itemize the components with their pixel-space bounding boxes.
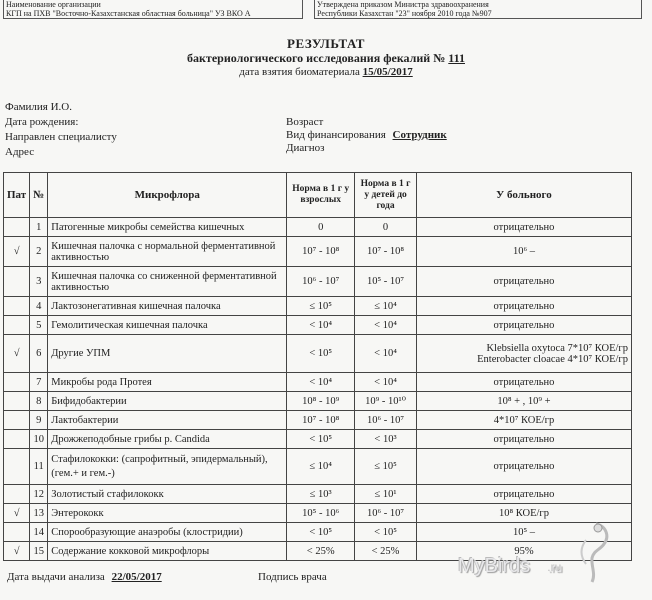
pat-check-cell [4, 297, 30, 316]
microflora-name-cell-text: Энтерококк [51, 507, 104, 519]
patient-result-cell [416, 392, 631, 411]
child-norm-cell-text: ≤ 10¹ [374, 488, 397, 500]
microflora-name-cell [48, 335, 287, 373]
adult-norm-cell-text: ≤ 10⁵ [309, 300, 332, 312]
row-number-cell [30, 237, 48, 267]
col-header-flora: Микрофлора [48, 173, 287, 218]
child-norm-cell [355, 430, 417, 449]
name-label: Фамилия И.О. [5, 101, 72, 113]
child-norm-cell-text: ≤ 10⁵ [374, 461, 397, 472]
table-row [4, 237, 632, 267]
dob-label: Дата рождения: [5, 116, 79, 128]
analysis-number: 111 [448, 51, 465, 65]
funding-line [286, 129, 447, 141]
row-number-cell-text: 12 [33, 488, 44, 500]
child-norm-cell-text: < 10⁴ [374, 319, 397, 331]
child-norm-cell-text: < 25% [371, 545, 400, 557]
microflora-table [3, 172, 632, 561]
document-subtitle [0, 51, 652, 66]
approval-line-1: Утверждена приказом Министра здравоохранения [317, 0, 489, 9]
pat-check-cell [4, 523, 30, 542]
child-norm-cell [355, 218, 417, 237]
microflora-name-cell [48, 504, 287, 523]
pat-check-cell [4, 411, 30, 430]
patient-result-cell [416, 373, 631, 392]
row-number-cell-text: 15 [33, 545, 44, 557]
patient-result-cell [416, 449, 631, 485]
row-number-cell-text: 14 [33, 526, 44, 538]
row-number-cell [30, 297, 48, 316]
patient-result-cell-text: отрицательно [493, 221, 555, 233]
patient-result-cell-text: отрицательно [493, 300, 555, 312]
pat-check-cell [4, 430, 30, 449]
microflora-name-cell [48, 542, 287, 561]
microflora-name-cell-text: Содержание кокковой микрофлоры [51, 545, 210, 557]
referred-label: Направлен специалисту [5, 131, 117, 143]
watermark-logo [458, 555, 562, 578]
table-row [4, 267, 632, 297]
row-number-cell [30, 373, 48, 392]
microflora-name-cell [48, 316, 287, 335]
patient-result-cell-text: 4*10⁷ КОЕ/гр [493, 414, 555, 426]
microflora-name-cell-text: Спорообразующие анаэробы (клостридии) [51, 526, 243, 538]
row-number-cell-text: 9 [36, 414, 42, 426]
table-row [4, 485, 632, 504]
child-norm-cell-text: < 10⁵ [374, 526, 397, 538]
child-norm-cell [355, 373, 417, 392]
table-row [4, 504, 632, 523]
patient-result-cell-text: 95% [514, 545, 534, 557]
pat-check-cell [4, 218, 30, 237]
adult-norm-cell [287, 218, 355, 237]
child-norm-cell-text: 10⁶ - 10⁷ [366, 507, 405, 519]
microflora-name-cell-text: Лактобактерии [51, 414, 119, 426]
microflora-name-cell [48, 523, 287, 542]
table-row [4, 449, 632, 485]
child-norm-cell-text: < 10³ [374, 433, 397, 445]
child-norm-cell [355, 411, 417, 430]
microflora-name-cell [48, 485, 287, 504]
pat-check-cell [4, 237, 30, 267]
patient-result-cell-text: 10⁸ + , 10⁹ + [497, 395, 551, 407]
microflora-name-cell [48, 297, 287, 316]
pat-check-cell [4, 335, 30, 373]
row-number-cell [30, 430, 48, 449]
org-label: Наименование организации [6, 0, 101, 9]
adult-norm-cell [287, 430, 355, 449]
row-number-cell-text: 8 [36, 395, 42, 407]
row-number-cell [30, 335, 48, 373]
patient-result-cell [416, 297, 631, 316]
patient-result-cell-text: 10⁵ – [512, 526, 535, 538]
table-row [4, 335, 632, 373]
diagnosis-label: Диагноз [286, 142, 325, 154]
adult-norm-cell-text: 10⁷ - 10⁸ [302, 246, 340, 257]
child-norm-cell-text: 10⁹ - 10¹⁰ [365, 396, 406, 407]
row-number-cell [30, 218, 48, 237]
child-norm-cell [355, 297, 417, 316]
col-header-pat: Пат [4, 173, 30, 218]
adult-norm-cell-text: < 10⁵ [309, 526, 333, 538]
adult-norm-cell-text: ≤ 10⁴ [309, 461, 332, 472]
child-norm-cell-text: 10⁷ - 10⁸ [366, 246, 405, 257]
table-row [4, 411, 632, 430]
pat-check-cell [4, 485, 30, 504]
microflora-name-cell [48, 392, 287, 411]
microflora-name-cell [48, 449, 287, 485]
row-number-cell [30, 392, 48, 411]
child-norm-cell [355, 449, 417, 485]
adult-norm-cell-text: 10⁶ - 10⁷ [302, 276, 340, 287]
row-number-cell-text: 5 [36, 319, 42, 331]
adult-norm-cell-text: < 10⁴ [309, 319, 333, 331]
funding-label: Вид финансирования [286, 129, 386, 141]
child-norm-cell-text: 0 [382, 221, 389, 233]
table-row [4, 218, 632, 237]
pat-check-cell [4, 267, 30, 297]
issue-date-line [7, 571, 162, 583]
table-row [4, 316, 632, 335]
child-norm-cell [355, 523, 417, 542]
adult-norm-cell [287, 297, 355, 316]
patient-result-cell-text: отрицательно [493, 276, 555, 287]
pat-check-cell [4, 504, 30, 523]
table-row [4, 392, 632, 411]
row-number-cell-text: 13 [33, 507, 44, 519]
col-header-patient: У больного [416, 173, 631, 218]
col-header-child-norm: Норма в 1 г у детей до года [355, 173, 417, 218]
patient-result-cell-text: Klebsiella oxytoca 7*10⁷ КОЕ/гр [486, 342, 628, 354]
child-norm-cell [355, 237, 417, 267]
patient-result-cell [416, 411, 631, 430]
row-number-cell [30, 411, 48, 430]
microflora-name-cell [48, 267, 287, 297]
patient-result-cell [416, 218, 631, 237]
pat-check-cell [4, 542, 30, 561]
child-norm-cell [355, 316, 417, 335]
watermark-suffix: .ru [548, 561, 563, 575]
row-number-cell [30, 523, 48, 542]
table-row [4, 297, 632, 316]
org-name: КГП на ПХВ "Восточно-Казахстанская областная больница" УЗ ВКО А [6, 9, 251, 18]
table-row [4, 523, 632, 542]
patient-result-cell [416, 485, 631, 504]
child-norm-cell [355, 504, 417, 523]
row-number-cell-text: 11 [33, 461, 44, 472]
row-number-cell [30, 485, 48, 504]
patient-result-cell [416, 237, 631, 267]
patient-result-cell [416, 267, 631, 297]
patient-result-cell-text: отрицательно [493, 319, 555, 331]
adult-norm-cell-text: < 10⁵ [309, 348, 333, 359]
sample-date: 15/05/2017 [362, 66, 413, 78]
adult-norm-cell [287, 392, 355, 411]
row-number-cell-text: 1 [36, 221, 42, 233]
row-number-cell [30, 504, 48, 523]
microflora-name-cell [48, 430, 287, 449]
adult-norm-cell [287, 267, 355, 297]
patient-result-cell-text-2: Enterobacter cloacae 4*10⁷ КОЕ/гр [477, 353, 628, 365]
row-number-cell-text: 3 [36, 276, 42, 287]
pat-check-cell [4, 373, 30, 392]
pat-check-cell [4, 316, 30, 335]
patient-result-cell-text: отрицательно [493, 433, 555, 445]
row-number-cell [30, 542, 48, 561]
organization-box [3, 0, 303, 19]
child-norm-cell [355, 542, 417, 561]
microflora-name-cell-text: Кишечная палочка с нормальной ферментативной активностью [51, 240, 276, 263]
row-number-cell-text: 4 [36, 300, 42, 312]
watermark-text: MyBirds [458, 555, 531, 577]
pat-check-cell-text: √ [13, 246, 20, 257]
adult-norm-cell-text: < 10⁴ [309, 376, 333, 388]
document-heading: РЕЗУЛЬТАТ [287, 36, 365, 51]
microflora-name-cell-text: Кишечная палочка со сниженной ферментативной активностью [51, 270, 277, 293]
adult-norm-cell [287, 523, 355, 542]
table-row [4, 373, 632, 392]
adult-norm-cell-text: 10⁵ - 10⁶ [302, 507, 340, 519]
adult-norm-cell [287, 504, 355, 523]
adult-norm-cell [287, 542, 355, 561]
pat-check-cell [4, 392, 30, 411]
microflora-name-cell-text: Другие УПМ [51, 348, 111, 359]
sample-date-line [0, 66, 652, 78]
patient-result-cell [416, 430, 631, 449]
adult-norm-cell-text: 10⁷ - 10⁸ [302, 414, 340, 426]
row-number-cell-text: 2 [36, 246, 42, 257]
table-header-row [4, 173, 632, 218]
patient-result-cell-text: 10⁸ КОЕ/гр [498, 507, 549, 519]
row-number-cell-text: 7 [36, 376, 42, 388]
col-header-adult-norm: Норма в 1 г у взрослых [287, 173, 355, 218]
sample-date-label: дата взятия биоматериала [239, 66, 360, 78]
signature-label: Подпись врача [258, 571, 327, 583]
adult-norm-cell [287, 411, 355, 430]
adult-norm-cell [287, 373, 355, 392]
microflora-name-cell-text: Патогенные микробы семейства кишечных [51, 221, 245, 233]
adult-norm-cell [287, 335, 355, 373]
adult-norm-cell [287, 485, 355, 504]
adult-norm-cell-text: 0 [318, 221, 324, 233]
age-label: Возраст [286, 116, 324, 128]
pat-check-cell [4, 449, 30, 485]
child-norm-cell [355, 392, 417, 411]
child-norm-cell-text: < 10⁴ [374, 376, 397, 388]
row-number-cell [30, 267, 48, 297]
funding-value: Сотрудник [392, 129, 447, 141]
bird-icon [566, 520, 618, 586]
row-number-cell [30, 449, 48, 485]
child-norm-cell-text: 10⁶ - 10⁷ [366, 414, 405, 426]
pat-check-cell-text: √ [13, 545, 20, 557]
microflora-name-cell-text: Лактозонегативная кишечная палочка [51, 300, 221, 312]
child-norm-cell [355, 335, 417, 373]
patient-result-cell-text: отрицательно [493, 461, 555, 472]
adult-norm-cell-text: ≤ 10³ [309, 488, 332, 500]
child-norm-cell-text: 10⁵ - 10⁷ [366, 276, 405, 287]
issue-date-label: Дата выдачи анализа [7, 571, 105, 583]
microflora-name-cell-text: Стафилококки: (сапрофитный, эпидермальный), (гем.+ и гем.-) [51, 453, 268, 479]
adult-norm-cell-text: < 10⁵ [309, 433, 333, 445]
patient-result-cell-text: отрицательно [493, 488, 555, 500]
col-header-num: № [30, 173, 48, 218]
patient-result-cell-text: 10⁶ – [512, 246, 535, 257]
patient-result-cell-text: отрицательно [493, 376, 555, 388]
subtitle-prefix: бактериологического исследования фекалий № [187, 51, 446, 65]
address-label: Адрес [5, 146, 35, 158]
microflora-name-cell-text: Дрожжеподобные грибы р. Candida [51, 433, 210, 445]
table-row [4, 430, 632, 449]
row-number-cell [30, 316, 48, 335]
row-number-cell-text: 6 [36, 348, 42, 359]
microflora-name-cell-text: Бифидобактерии [51, 395, 127, 407]
patient-result-cell [416, 316, 631, 335]
adult-norm-cell-text: < 25% [306, 545, 335, 557]
microflora-name-cell-text: Микробы рода Протея [51, 376, 152, 388]
microflora-name-cell [48, 218, 287, 237]
child-norm-cell [355, 267, 417, 297]
adult-norm-cell-text: 10⁸ - 10⁹ [302, 395, 340, 407]
adult-norm-cell [287, 237, 355, 267]
pat-check-cell-text: √ [13, 507, 20, 519]
microflora-name-cell [48, 237, 287, 267]
microflora-name-cell [48, 411, 287, 430]
child-norm-cell-text: ≤ 10⁴ [374, 300, 397, 312]
microflora-name-cell-text: Гемолитическая кишечная палочка [51, 319, 208, 331]
child-norm-cell [355, 485, 417, 504]
adult-norm-cell [287, 449, 355, 485]
patient-result-cell [416, 335, 631, 373]
pat-check-cell-text: √ [13, 348, 20, 359]
issue-date: 22/05/2017 [111, 571, 162, 583]
child-norm-cell-text: < 10⁴ [374, 348, 397, 359]
row-number-cell-text: 10 [33, 433, 44, 445]
approval-box [314, 0, 642, 19]
approval-line-2: Республики Казахстан "23" ноября 2010 года №907 [317, 9, 492, 18]
microflora-name-cell [48, 373, 287, 392]
adult-norm-cell [287, 316, 355, 335]
microflora-name-cell-text: Золотистый стафилококк [51, 488, 164, 500]
